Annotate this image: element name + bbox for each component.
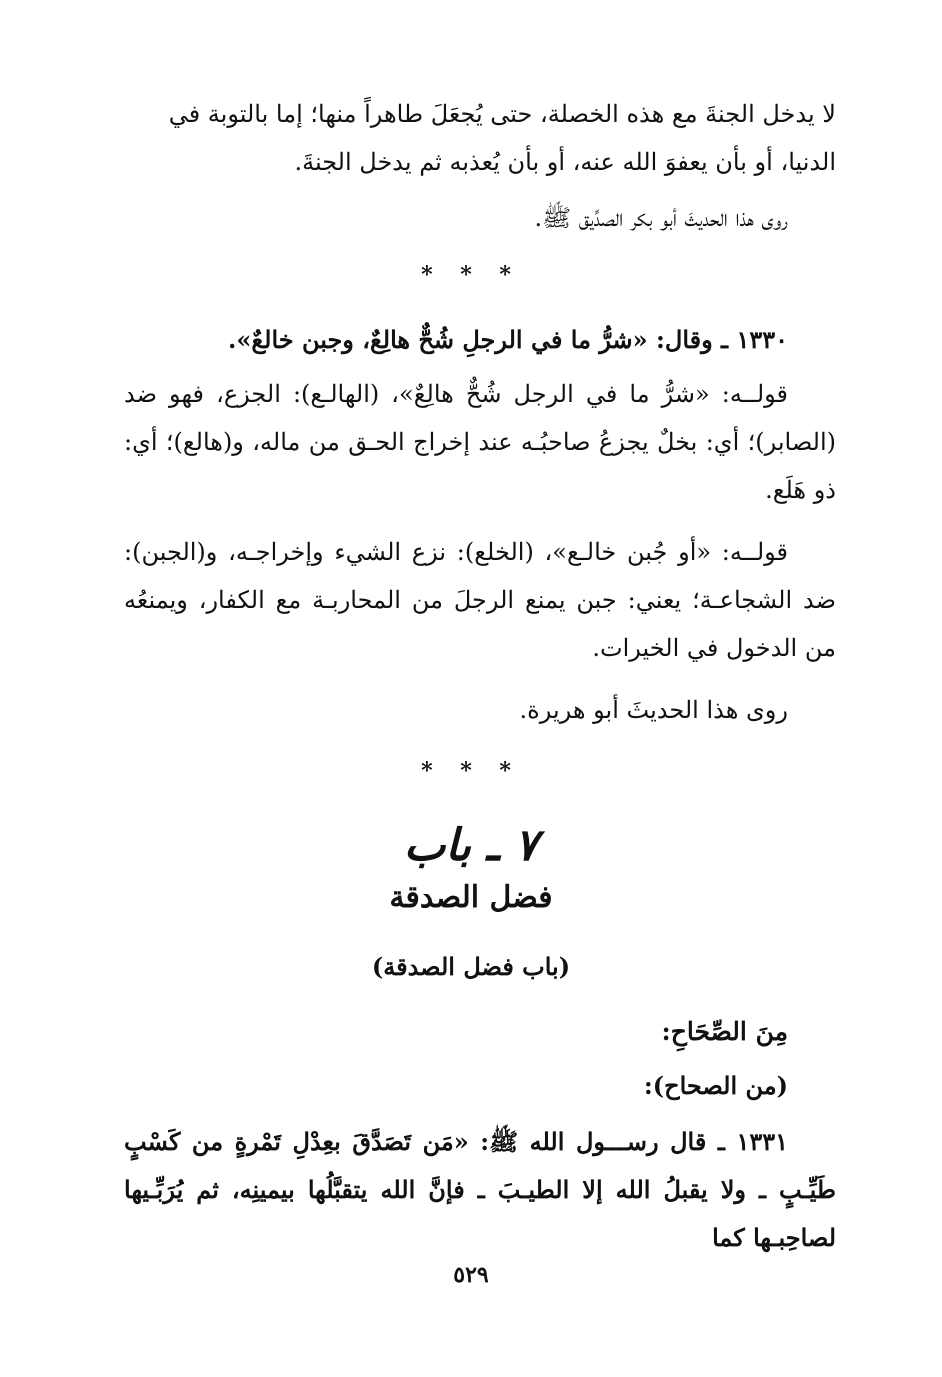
section-heading: مِنَ الصِّحَاحِ: bbox=[661, 1017, 788, 1046]
paragraph-continuation bbox=[124, 90, 836, 186]
page-number: ٥٢٩ bbox=[453, 1262, 489, 1288]
text-line: لا يدخل الجنةَ مع هذه الخصلة، حتى يُجعَلَ طاهراً منها؛ إما بالتوبة في bbox=[168, 100, 836, 128]
commentary-paragraph bbox=[124, 370, 836, 514]
section-separator: * * * bbox=[421, 262, 521, 288]
chapter-title: فضل الصدقة bbox=[389, 880, 553, 915]
text-line: قولــه: «شرُّ ما في الرجل شُحٌّ هالِعٌ»، (الهالـع): الجزع، فهو ضد bbox=[124, 380, 788, 408]
narrator-note: روى هذا الحديثَ أبو هريرة. bbox=[519, 696, 788, 724]
chapter-subtitle: (باب فضل الصدقة) bbox=[371, 952, 571, 981]
text-line: ضد الشجاعـة؛ يعني: جبن يمنع الرجلَ من المحاربـة مع الكفار، ويمنعُه من bbox=[124, 586, 836, 662]
section-separator: * * * bbox=[421, 758, 521, 784]
commentary-paragraph bbox=[124, 528, 836, 672]
text-line: (الصابر)؛ أي: بخلٌ يجزعُ صاحبُـه عند إخراج الحـق من ماله، و(هالع)؛ أي: bbox=[124, 428, 836, 456]
hadith-1331 bbox=[124, 1118, 836, 1262]
chapter-number: ٧ ـ باب bbox=[403, 820, 539, 871]
text-line: الدنيا، أو بأن يعفوَ الله عنه، أو بأن يُعذبه ثم يدخل الجنةَ. bbox=[294, 148, 836, 176]
text-line: ١٣٣١ ـ قال رســـول الله ﷺ: «مَن تَصَدَّقَ بعِدْلِ تَمْرةٍ من كَسْبٍ طَيِّـبٍ bbox=[124, 1127, 836, 1204]
section-heading-comment: (من الصحاح): bbox=[643, 1071, 788, 1100]
text-line: الدخول في الخيرات. bbox=[592, 634, 798, 662]
text-line: ـ ولا يقبلُ الله إلا الطيـبَ ـ فإنَّ الله يتقبَّلُها بيمينِه، ثم يُرَبِّـيها لصاحِبـها كما bbox=[124, 1175, 836, 1252]
text-line: ذو هَلَع. bbox=[765, 476, 836, 504]
narrator-note: روى هذا الحديثَ أبو بكر الصدِّيق ﷺ. bbox=[534, 204, 788, 232]
hadith-1330: ١٣٣٠ ـ وقال: «شرُّ ما في الرجلِ شُحٌّ هالِعٌ، وجبن خالعٌ». bbox=[228, 325, 788, 354]
text-line: قولــه: «أو جُبن خالـع»، (الخلع): نزع الشيء وإخراجـه، و(الجبن): bbox=[124, 538, 788, 566]
